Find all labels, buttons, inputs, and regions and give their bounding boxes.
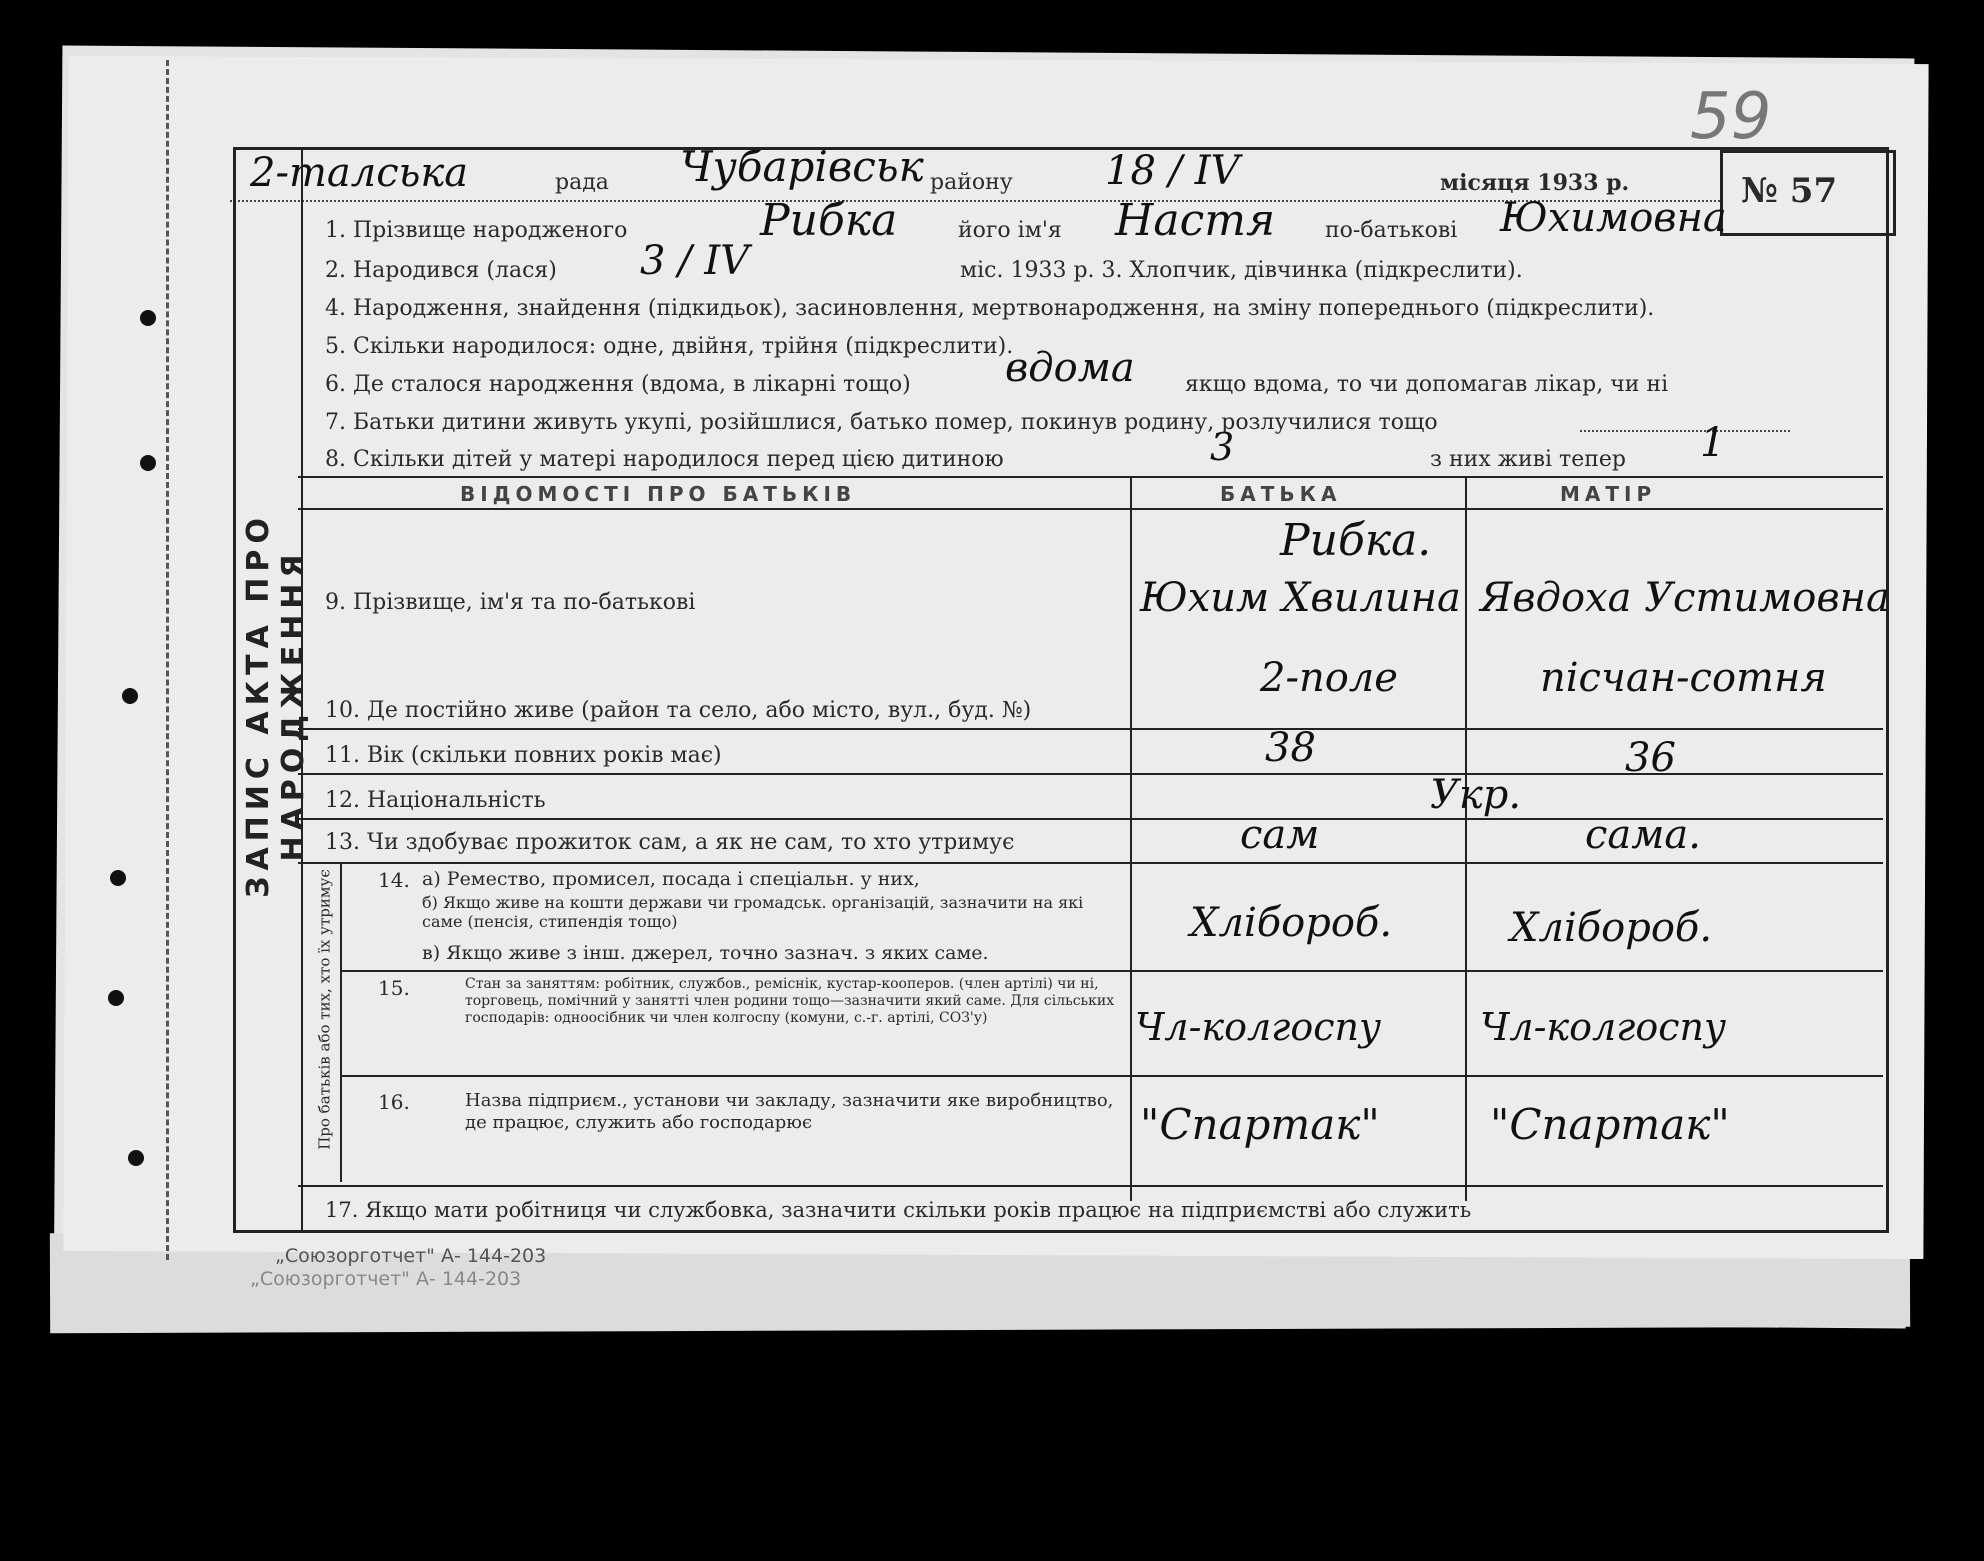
month-year-label: місяця 1933 р. <box>1440 170 1630 196</box>
row-2-label: 2. Народився (лася) <box>325 258 557 283</box>
patronymic-label: по-батькові <box>1325 218 1458 243</box>
page-number: 59 <box>1690 80 1772 154</box>
row-7-fill <box>1580 430 1790 432</box>
father-status: Чл-колгоспу <box>1135 1005 1382 1049</box>
row-5-text: 5. Скільки народилося: одне, двійня, трійня (підкреслити). <box>325 334 1014 359</box>
footer-print-line: „Союзорготчет" А- 144-203 <box>275 1245 547 1267</box>
row-4-text: 4. Народження, знайдення (підкидьок), засиновлення, мертвонародження, на зміну попереднього (підкреслити). <box>325 296 1655 321</box>
record-number: № 57 <box>1741 171 1838 211</box>
perforation-line <box>166 60 169 1260</box>
punch-hole <box>110 870 126 886</box>
row-2-text: міс. 1933 р. 3. Хлопчик, дівчинка (підкреслити). <box>960 258 1523 283</box>
mother-occupation: Хлібороб. <box>1510 905 1713 951</box>
table-top-rule <box>298 476 1883 478</box>
child-name: Настя <box>1115 195 1276 246</box>
mother-fullname: Явдоха Устимовна <box>1480 575 1890 621</box>
alive-count: 1 <box>1700 420 1726 466</box>
mother-column-divider <box>1465 476 1467 1201</box>
father-age: 38 <box>1265 725 1316 771</box>
children-count: 3 <box>1210 425 1235 469</box>
row-14-rule <box>340 970 1883 972</box>
raion-value: Чубарівськ <box>680 142 924 191</box>
col-header-father: БАТЬКА <box>1220 482 1342 506</box>
punch-hole <box>122 688 138 704</box>
child-patronymic: Юхимовна <box>1500 195 1727 241</box>
row-16-text: Назва підприєм., установи чи закладу, зазначити яке виробництво, де працює, служить або господарює <box>465 1090 1114 1133</box>
side-group-label: Про батьків або тих, хто їх утримує <box>315 869 334 1150</box>
father-fullname: Юхим Хвилина <box>1140 575 1461 621</box>
birth-date: 3 / IV <box>640 238 750 284</box>
row-7-text: 7. Батьки дитини живуть укупі, розійшлися, батько помер, покинув родину, розлучилися тощо <box>325 410 1438 435</box>
punch-hole <box>140 310 156 326</box>
punch-hole <box>140 455 156 471</box>
birthplace-value: вдома <box>1005 345 1135 391</box>
father-column-divider <box>1130 476 1132 1201</box>
row-11-label: 11. Вік (скільки повних років має) <box>325 743 722 768</box>
side-group-divider <box>340 862 342 1182</box>
child-name-label: його ім'я <box>958 218 1062 243</box>
row-6-label: 6. Де сталося народження (вдома, в лікарні тощо) <box>325 372 911 397</box>
footer-print-line-under: „Союзорготчет" А- 144-203 <box>250 1268 522 1290</box>
father-residence: 2-поле <box>1260 655 1398 701</box>
raion-label: району <box>930 170 1013 195</box>
father-support: сам <box>1240 812 1320 858</box>
row-10-label: 10. Де постійно живе (район та село, або місто, вул., буд. №) <box>325 698 1032 723</box>
row-1-label: 1. Прізвище народженого <box>325 218 628 243</box>
nationality-value: Укр. <box>1430 772 1522 818</box>
date-value: 18 / IV <box>1105 148 1240 194</box>
row-14-c: в) Якщо живе з інш. джерел, точно зазнач. з яких саме. <box>422 942 989 964</box>
row-13-rule <box>298 862 1883 864</box>
col-header-info: ВІДОМОСТІ ПРО БАТЬКІВ <box>460 482 857 506</box>
punch-hole <box>108 990 124 1006</box>
row-14-b: б) Якщо живе на кошти держави чи громадськ. організацій, зазначити на які саме (пенсія, стипендія тощо) <box>422 893 1084 931</box>
child-surname: Рибка <box>760 195 898 246</box>
col-header-mother: МАТІР <box>1560 482 1657 506</box>
mother-status: Чл-колгоспу <box>1480 1005 1727 1049</box>
row-15-num: 15. <box>378 976 410 1000</box>
mother-employer: "Спартак" <box>1490 1100 1730 1149</box>
row-15-rule <box>340 1075 1883 1077</box>
row-16-rule <box>298 1185 1883 1187</box>
row-16-num: 16. <box>378 1090 410 1114</box>
mother-age: 36 <box>1625 735 1676 781</box>
title-sidebar <box>236 150 311 1230</box>
father-employer: "Спартак" <box>1140 1100 1380 1149</box>
alive-label: з них живі тепер <box>1430 447 1626 472</box>
father-occupation: Хлібороб. <box>1190 900 1393 946</box>
rada-label: рада <box>555 170 609 195</box>
mother-residence: пісчан-сотня <box>1540 655 1827 701</box>
row-17-text: 17. Якщо мати робітниця чи службовка, зазначити скільки років працює на підприємстві або служить <box>325 1198 1472 1222</box>
row-15-text: Стан за заняттям: робітник, службов., реміснік, кустар-кооперов. (член артілі) чи ні, торговець, помічний у занятті член родини тощо—зазначити який саме. Для сільських господарів: одноосібник чи член колгоспу (комуни, с.-г. артілі, СОЗ'у) <box>465 976 1115 1026</box>
family-surname: Рибка. <box>1280 515 1432 566</box>
row-13-label: 13. Чи здобуває прожиток сам, а як не сам, то хто утримує <box>325 830 1015 855</box>
punch-hole <box>128 1150 144 1166</box>
row-10-rule <box>298 728 1883 730</box>
vertical-title: ЗАПИС АКТА ПРО НАРОДЖЕННЯ <box>241 512 311 898</box>
row-14-a: а) Ремество, промисел, посада і спеціальн. у них, <box>422 868 920 890</box>
row-14-num: 14. <box>378 868 410 892</box>
row-12-label: 12. Національність <box>325 788 546 813</box>
row-11-rule <box>298 773 1883 775</box>
row-6-text: якщо вдома, то чи допомагав лікар, чи ні <box>1185 372 1669 397</box>
table-header-rule <box>298 508 1883 510</box>
mother-support: сама. <box>1585 812 1701 858</box>
row-9-label: 9. Прізвище, ім'я та по-батькові <box>325 590 696 615</box>
selrada-value: 2-талська <box>250 150 469 196</box>
row-8-label: 8. Скільки дітей у матері народилося перед цією дитиною <box>325 447 1004 472</box>
